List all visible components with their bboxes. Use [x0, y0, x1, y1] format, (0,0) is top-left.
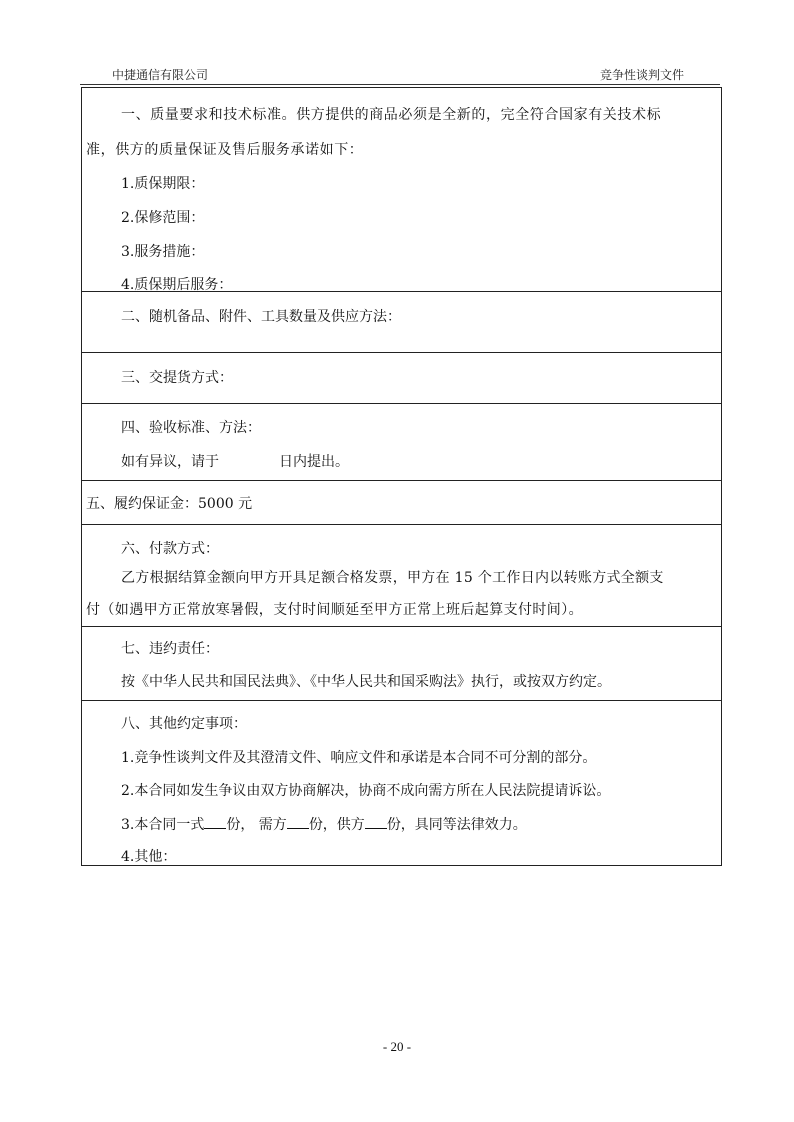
section-payment — [82, 524, 721, 626]
objection-text-b: 日内提出。 — [279, 454, 349, 470]
quality-item-3: 3.服务措施： — [121, 244, 205, 260]
section-liability — [82, 626, 721, 700]
liability-title: 七、违约责任： — [121, 641, 219, 657]
objection-text-a: 如有异议，请于 — [121, 454, 219, 470]
quality-item-1: 1.质保期限： — [121, 176, 205, 192]
section-quality — [82, 87, 721, 291]
quality-line-2: 准，供方的质量保证及售后服务承诺如下： — [86, 142, 364, 158]
other-item-3 — [121, 816, 527, 834]
accessories-title: 二、随机备品、附件、工具数量及供应方法： — [121, 309, 401, 325]
copies-buyer-blank — [287, 816, 309, 829]
acceptance-title: 四、验收标准、方法： — [121, 420, 261, 436]
payment-line-2: 付（如遇甲方正常放寒暑假，支付时间顺延至甲方正常上班后起算支付时间）。 — [86, 602, 583, 618]
page-number: - 20 - — [382, 1039, 412, 1054]
copies-supplier-blank — [365, 816, 387, 829]
quality-item-2: 2.保修范围： — [121, 210, 205, 226]
deposit-title: 五、履约保证金：5000 元 — [86, 496, 253, 512]
contract-terms-table — [81, 87, 722, 866]
delivery-title: 三、交提货方式： — [121, 370, 233, 386]
copies-text-b: 份， 需方 — [226, 817, 287, 833]
section-other — [82, 700, 721, 865]
payment-line-1: 乙方根据结算金额向甲方开具足额合格发票，甲方在 15 个工作日内以转账方式全额支 — [121, 570, 664, 586]
page-header — [80, 66, 720, 85]
other-item-2: 2.本合同如发生争议由双方协商解决，协商不成向需方所在人民法院提请诉讼。 — [121, 783, 611, 799]
section-acceptance — [82, 403, 721, 480]
section-delivery — [82, 352, 721, 403]
other-title: 八、其他约定事项： — [121, 716, 247, 732]
section-accessories — [82, 291, 721, 352]
copies-text-d: 份，具同等法律效力。 — [386, 817, 527, 833]
section-deposit — [82, 480, 721, 524]
quality-line-1: 一、质量要求和技术标准。供方提供的商品必须是全新的，完全符合国家有关技术标 — [121, 107, 662, 123]
copies-text-c: 份，供方 — [308, 817, 365, 833]
liability-line-1: 按《中华人民共和国民法典》、《中华人民共和国采购法》执行，或按双方约定。 — [121, 674, 611, 690]
header-doc-type: 竞争性谈判文件 — [599, 68, 684, 82]
payment-title: 六、付款方式： — [121, 541, 219, 557]
other-item-1: 1.竞争性谈判文件及其澄清文件、响应文件和承诺是本合同不可分割的部分。 — [121, 750, 597, 766]
other-item-4: 4.其他： — [121, 849, 177, 865]
copies-text-a: 3.本合同一式 — [121, 817, 205, 833]
quality-item-4: 4.质保期后服务： — [121, 277, 233, 293]
copies-total-blank — [204, 816, 226, 829]
acceptance-objection — [121, 453, 349, 471]
header-company: 中捷通信有限公司 — [112, 68, 209, 82]
